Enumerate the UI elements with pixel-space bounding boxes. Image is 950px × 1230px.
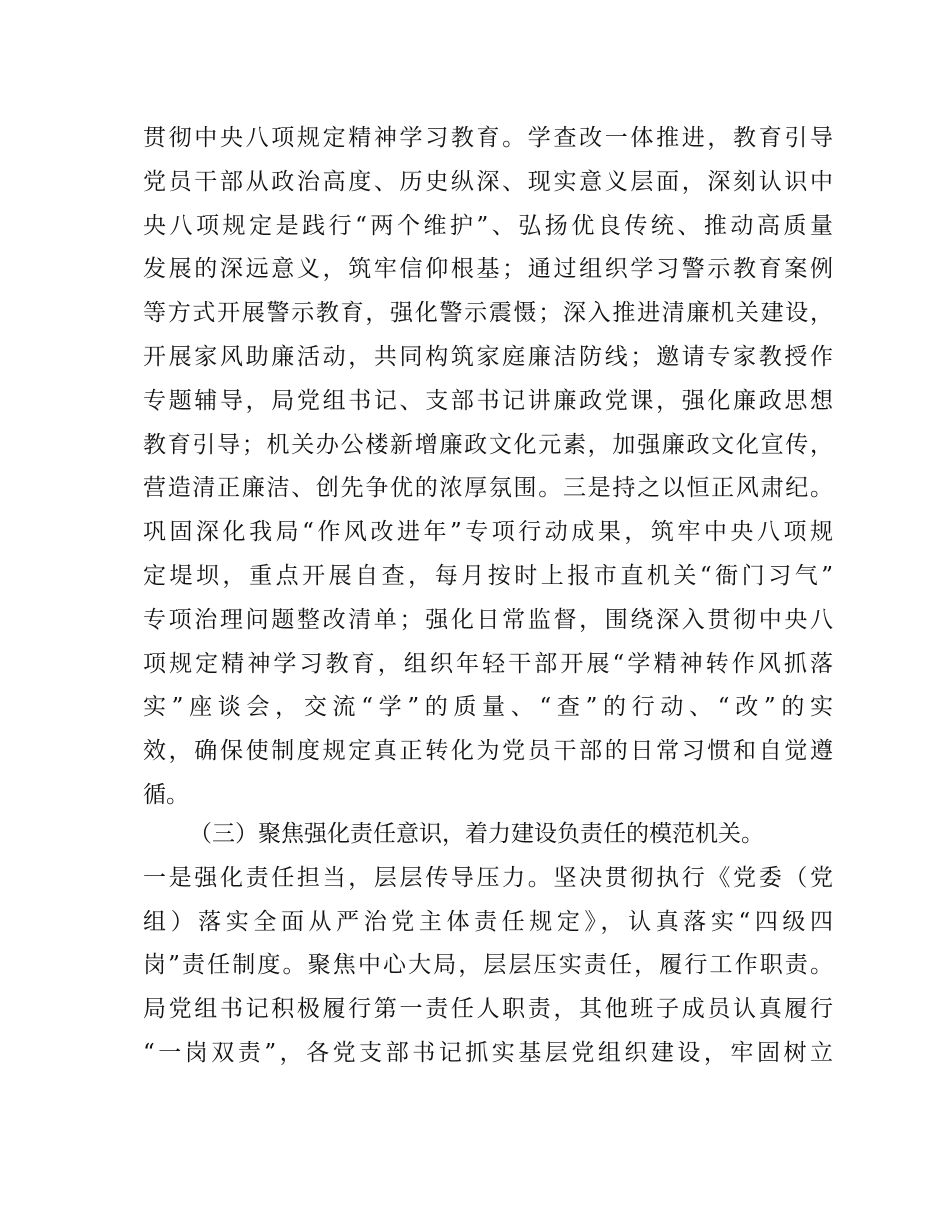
text-line: 营造清正廉洁、创先争优的浓厚氛围。三是持之以恒正风肃纪。: [143, 475, 833, 502]
text-line: 项规定精神学习教育，组织年轻干部开展“学精神转作风抓落: [143, 650, 833, 677]
text-line: 循。: [143, 781, 189, 808]
text-line: 局党组书记积极履行第一责任人职责，其他班子成员认真履行: [143, 996, 833, 1023]
text-line: 实”座谈会，交流“学”的质量、“查”的行动、“改”的实: [143, 694, 833, 721]
paragraph-2: [143, 813, 833, 1076]
text-line: 贯彻中央八项规定精神学习教育。学查改一体推进，教育引导: [143, 125, 833, 151]
text-line: 发展的深远意义，筑牢信仰根基；通过组织学习警示教育案例: [143, 256, 833, 283]
text-line: 党员干部从政治高度、历史纵深、现实意义层面，深刻认识中: [143, 168, 833, 195]
text-line: 巩固深化我局“作风改进年”专项行动成果，筑牢中央八项规: [143, 519, 833, 546]
text-line: 教育引导；机关办公楼新增廉政文化元素，加强廉政文化宣传，: [143, 431, 833, 458]
text-line: “一岗双责”，各党支部书记抓实基层党组织建设，牢固树立: [143, 1039, 833, 1066]
text-line: 岗”责任制度。聚焦中心大局，层层压实责任，履行工作职责。: [143, 952, 833, 979]
text-line: 开展家风助廉活动，共同构筑家庭廉洁防线；邀请专家教授作: [143, 343, 833, 370]
text-line: 效，确保使制度规定真正转化为党员干部的日常习惯和自觉遵: [143, 738, 833, 765]
paragraph-1: [143, 117, 833, 818]
text-line: 定堤坝，重点开展自查，每月按时上报市直机关“衙门习气”: [143, 562, 833, 589]
text-line: 专项治理问题整改清单；强化日常监督，围绕深入贯彻中央八: [143, 606, 833, 633]
text-line: 一是强化责任担当，层层传导压力。坚决贯彻执行《党委（党: [143, 864, 833, 891]
text-line: 等方式开展警示教育，强化警示震慑；深入推进清廉机关建设，: [143, 300, 833, 327]
text-line: 专题辅导，局党组书记、支部书记讲廉政党课，强化廉政思想: [143, 387, 833, 414]
text-line: 组）落实全面从严治党主体责任规定》，认真落实“四级四: [143, 908, 833, 935]
text-line: 央八项规定是践行“两个维护”、弘扬优良传统、推动高质量: [143, 212, 833, 239]
section-heading-line: （三）聚焦强化责任意识，着力建设负责任的模范机关。: [189, 821, 764, 847]
